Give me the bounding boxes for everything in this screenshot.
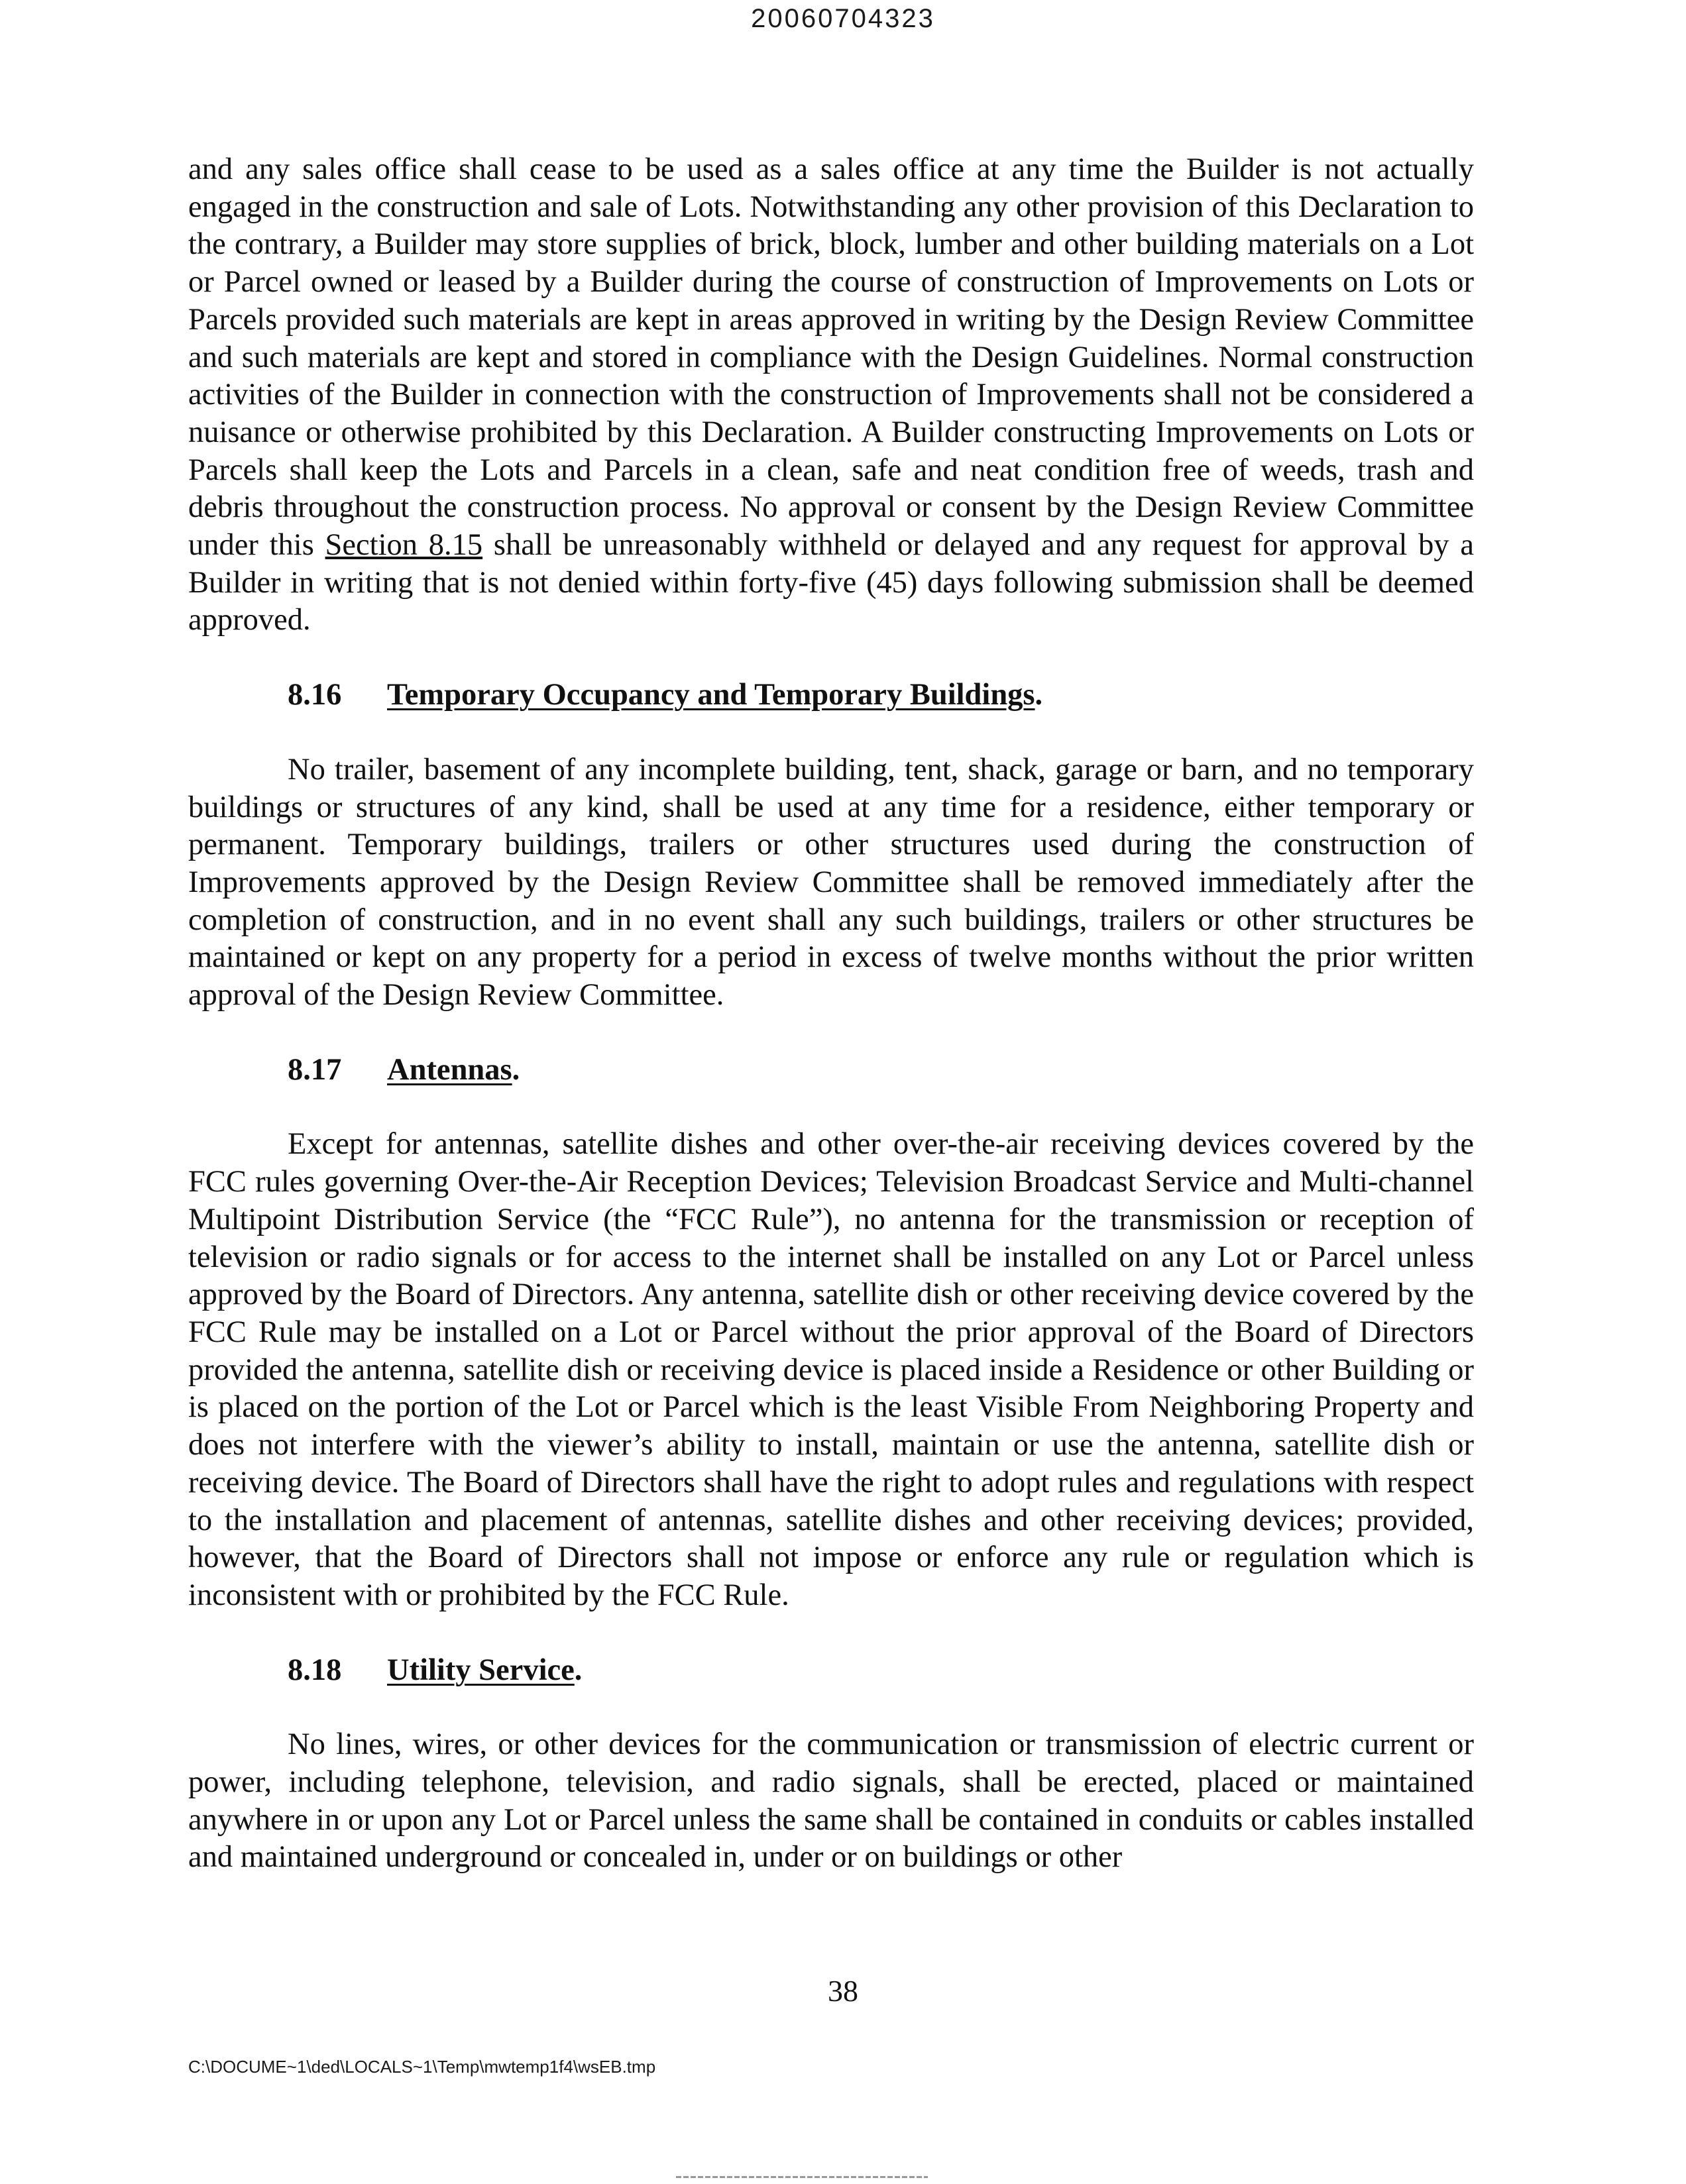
section-number: 8.17 <box>288 1052 342 1087</box>
document-number: 20060704323 <box>751 4 935 33</box>
section-body-8-16: No trailer, basement of any incomplete building, tent, shack, garage or barn, and no temporary buildings or structures of any kind, shall be used at any time for a residence, either temporary or permanent. Temporary buildings, trailers or other structures used during the construction of Improvements approved by the Design Review Committee shall be removed immediately after the completion of construction, and in no event shall any such buildings, trailers or other structures be maintained or kept on any property for a period in excess of twelve months without the prior written approval of the Design Review Committee. <box>188 752 1474 1012</box>
section-number: 8.16 <box>288 678 342 712</box>
section-title: Utility Service <box>387 1653 575 1687</box>
section-body-8-17: Except for antennas, satellite dishes and other over-the-air receiving devices covered by the FCC rules governing Over-the-Air Reception Devices; Television Broadcast Service and Multi-channel Multipoint Distribution Service (the “FCC Rule”), no antenna for the transmission or reception of television or radio signals or for access to the internet shall be installed on any Lot or Parcel unless approved by the Board of Directors. Any antenna, satellite dish or other receiving device covered by the FCC Rule may be installed on a Lot or Parcel without the prior approval of the Board of Directors provided the antenna, satellite dish or receiving device is placed inside a Residence or other Building or is placed on the portion of the Lot or Parcel which is the least Visible From Neighboring Property and does not interfere with the viewer’s ability to install, maintain or use the antenna, satellite dish or receiving device. The Board of Directors shall have the right to adopt rules and regulations with respect to the installation and placement of antennas, satellite dishes and other receiving devices; provided, however, that the Board of Directors shall not impose or enforce any rule or regulation which is inconsistent with or prohibited by the FCC Rule. <box>188 1127 1474 1612</box>
intro-paragraph-text: and any sales office shall cease to be used as a sales office at any time the Builder is not actually engaged in the construction and sale of Lots. Notwithstanding any other provision of this Declaration to the contrary, a Builder may store supplies of brick, block, lumber and other building materials on a Lot or Parcel owned or leased by a Builder during the course of construction of Improvements on Lots or Parcels provided such materials are kept in areas approved in writing by the Design Review Committee and such materials are kept and stored in compliance with the Design Guidelines. Normal construction activities of the Builder in connection with the construction of Improvements shall not be considered a nuisance or otherwise prohibited by this Declaration. A Builder constructing Improvements on Lots or Parcels shall keep the Lots and Parcels in a clean, safe and neat condition free of weeds, trash and debris throughout the construction process. No approval or consent by the Design Review Committee under this <box>188 152 1474 563</box>
intro-paragraph <box>188 151 1474 639</box>
section-heading-8-17: 8.17 Antennas. <box>188 1052 1474 1089</box>
section-number: 8.18 <box>288 1653 342 1687</box>
section-heading-8-16: 8.16 Temporary Occupancy and Temporary Buildings. <box>188 677 1474 714</box>
section-reference-link: Section 8.15 <box>325 528 483 563</box>
section-title: Antennas <box>387 1052 512 1087</box>
footer-file-path: C:\DOCUME~1\ded\LOCALS~1\Temp\mwtemp1f4\wsEB.tmp <box>188 2057 656 2077</box>
document-page <box>188 151 1474 1877</box>
section-title: Temporary Occupancy and Temporary Buildings <box>387 678 1035 712</box>
scan-artifact-line <box>676 2176 928 2178</box>
section-body-8-18: No lines, wires, or other devices for the communication or transmission of electric current or power, including telephone, television, and radio signals, shall be erected, placed or maintained anywhere in or upon any Lot or Parcel unless the same shall be contained in conduits or cables installed and maintained underground or concealed in, under or on buildings or other <box>188 1727 1474 1875</box>
intro-paragraph-tail: shall be unreasonably withheld or delayed and any request for approval by a Builder in writing that is not denied within forty-five (45) days following submission shall be deemed approved. <box>188 528 1474 637</box>
page-number: 38 <box>828 1974 858 2008</box>
section-heading-8-18: 8.18 Utility Service. <box>188 1652 1474 1690</box>
